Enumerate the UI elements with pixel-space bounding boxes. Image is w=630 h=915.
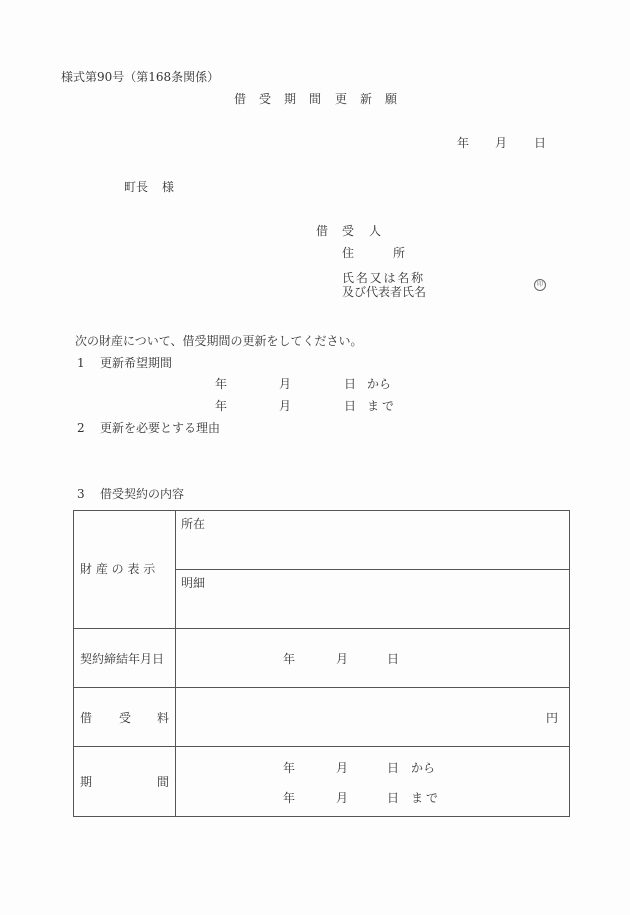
section-title: 更新を必要とする理由 xyxy=(100,421,221,435)
period-to-month: 月 xyxy=(336,791,349,805)
to-suffix: まで xyxy=(367,399,398,413)
title-char: 新 xyxy=(360,92,373,106)
applicant-label-char: 受 xyxy=(342,224,355,238)
reason-field[interactable] xyxy=(100,440,570,480)
from-month-label: 月 xyxy=(279,377,292,391)
rent-label-char: 料 xyxy=(157,711,170,725)
period-from-suffix: から xyxy=(411,761,436,775)
title-char: 借 xyxy=(234,92,247,106)
contract-day-label: 日 xyxy=(387,652,400,666)
section-number: 1 xyxy=(77,356,85,370)
section-title: 更新希望期間 xyxy=(100,356,173,370)
section-title: 借受契約の内容 xyxy=(100,487,185,501)
intro-text: 次の財産について、借受期間の更新をしてください。 xyxy=(75,334,363,348)
details-label: 明細 xyxy=(181,576,206,590)
row-divider xyxy=(74,628,569,629)
applicant-label-char: 人 xyxy=(369,224,382,238)
form-number: 様式第90号（第168条関係） xyxy=(61,70,220,84)
rent-amount-field[interactable] xyxy=(176,688,536,746)
period-from-year: 年 xyxy=(283,761,296,775)
period-label-char: 期 xyxy=(80,775,93,789)
title-char: 期 xyxy=(284,92,297,106)
location-label: 所在 xyxy=(181,517,206,531)
to-day-label: 日 xyxy=(344,399,357,413)
seal-icon: 印 xyxy=(534,279,546,291)
rent-label-char: 借 xyxy=(80,711,93,725)
rent-label-char: 受 xyxy=(119,711,132,725)
section-number: 3 xyxy=(77,487,85,501)
title-char: 願 xyxy=(385,92,398,106)
name-label-line1: 氏 名 又 は 名 称 xyxy=(342,271,423,285)
period-from-month: 月 xyxy=(336,761,349,775)
property-label: 財 産 の 表 示 xyxy=(80,562,156,576)
from-year-label: 年 xyxy=(215,377,228,391)
applicant-label-char: 借 xyxy=(316,224,329,238)
contract-month-label: 月 xyxy=(336,652,349,666)
contract-table xyxy=(73,510,570,817)
period-to-day: 日 xyxy=(387,791,400,805)
to-year-label: 年 xyxy=(215,399,228,413)
row-divider xyxy=(74,746,569,747)
rent-unit: 円 xyxy=(546,711,559,725)
addressee-honorific: 様 xyxy=(162,180,175,194)
row-divider xyxy=(175,569,569,570)
from-day-label: 日 xyxy=(344,377,357,391)
title-char: 間 xyxy=(309,92,322,106)
date-day-label: 日 xyxy=(534,136,547,150)
date-month-label: 月 xyxy=(495,136,508,150)
address-label-char: 住 xyxy=(342,246,355,260)
contract-year-label: 年 xyxy=(283,652,296,666)
details-field[interactable] xyxy=(176,592,570,627)
period-label-char: 間 xyxy=(157,775,170,789)
period-to-year: 年 xyxy=(283,791,296,805)
address-label-char: 所 xyxy=(393,246,406,260)
title-char: 受 xyxy=(259,92,272,106)
title-char: 更 xyxy=(335,92,348,106)
period-from-day: 日 xyxy=(387,761,400,775)
addressee-office: 町長 xyxy=(124,180,149,194)
name-label-line2: 及び代表者氏名 xyxy=(342,285,427,299)
location-field[interactable] xyxy=(176,533,570,568)
to-month-label: 月 xyxy=(279,399,292,413)
contract-date-label: 契約締結年月日 xyxy=(80,652,165,666)
date-year-label: 年 xyxy=(457,136,470,150)
section-number: 2 xyxy=(77,421,85,435)
from-suffix: から xyxy=(367,377,392,391)
period-to-suffix: まで xyxy=(411,791,442,805)
